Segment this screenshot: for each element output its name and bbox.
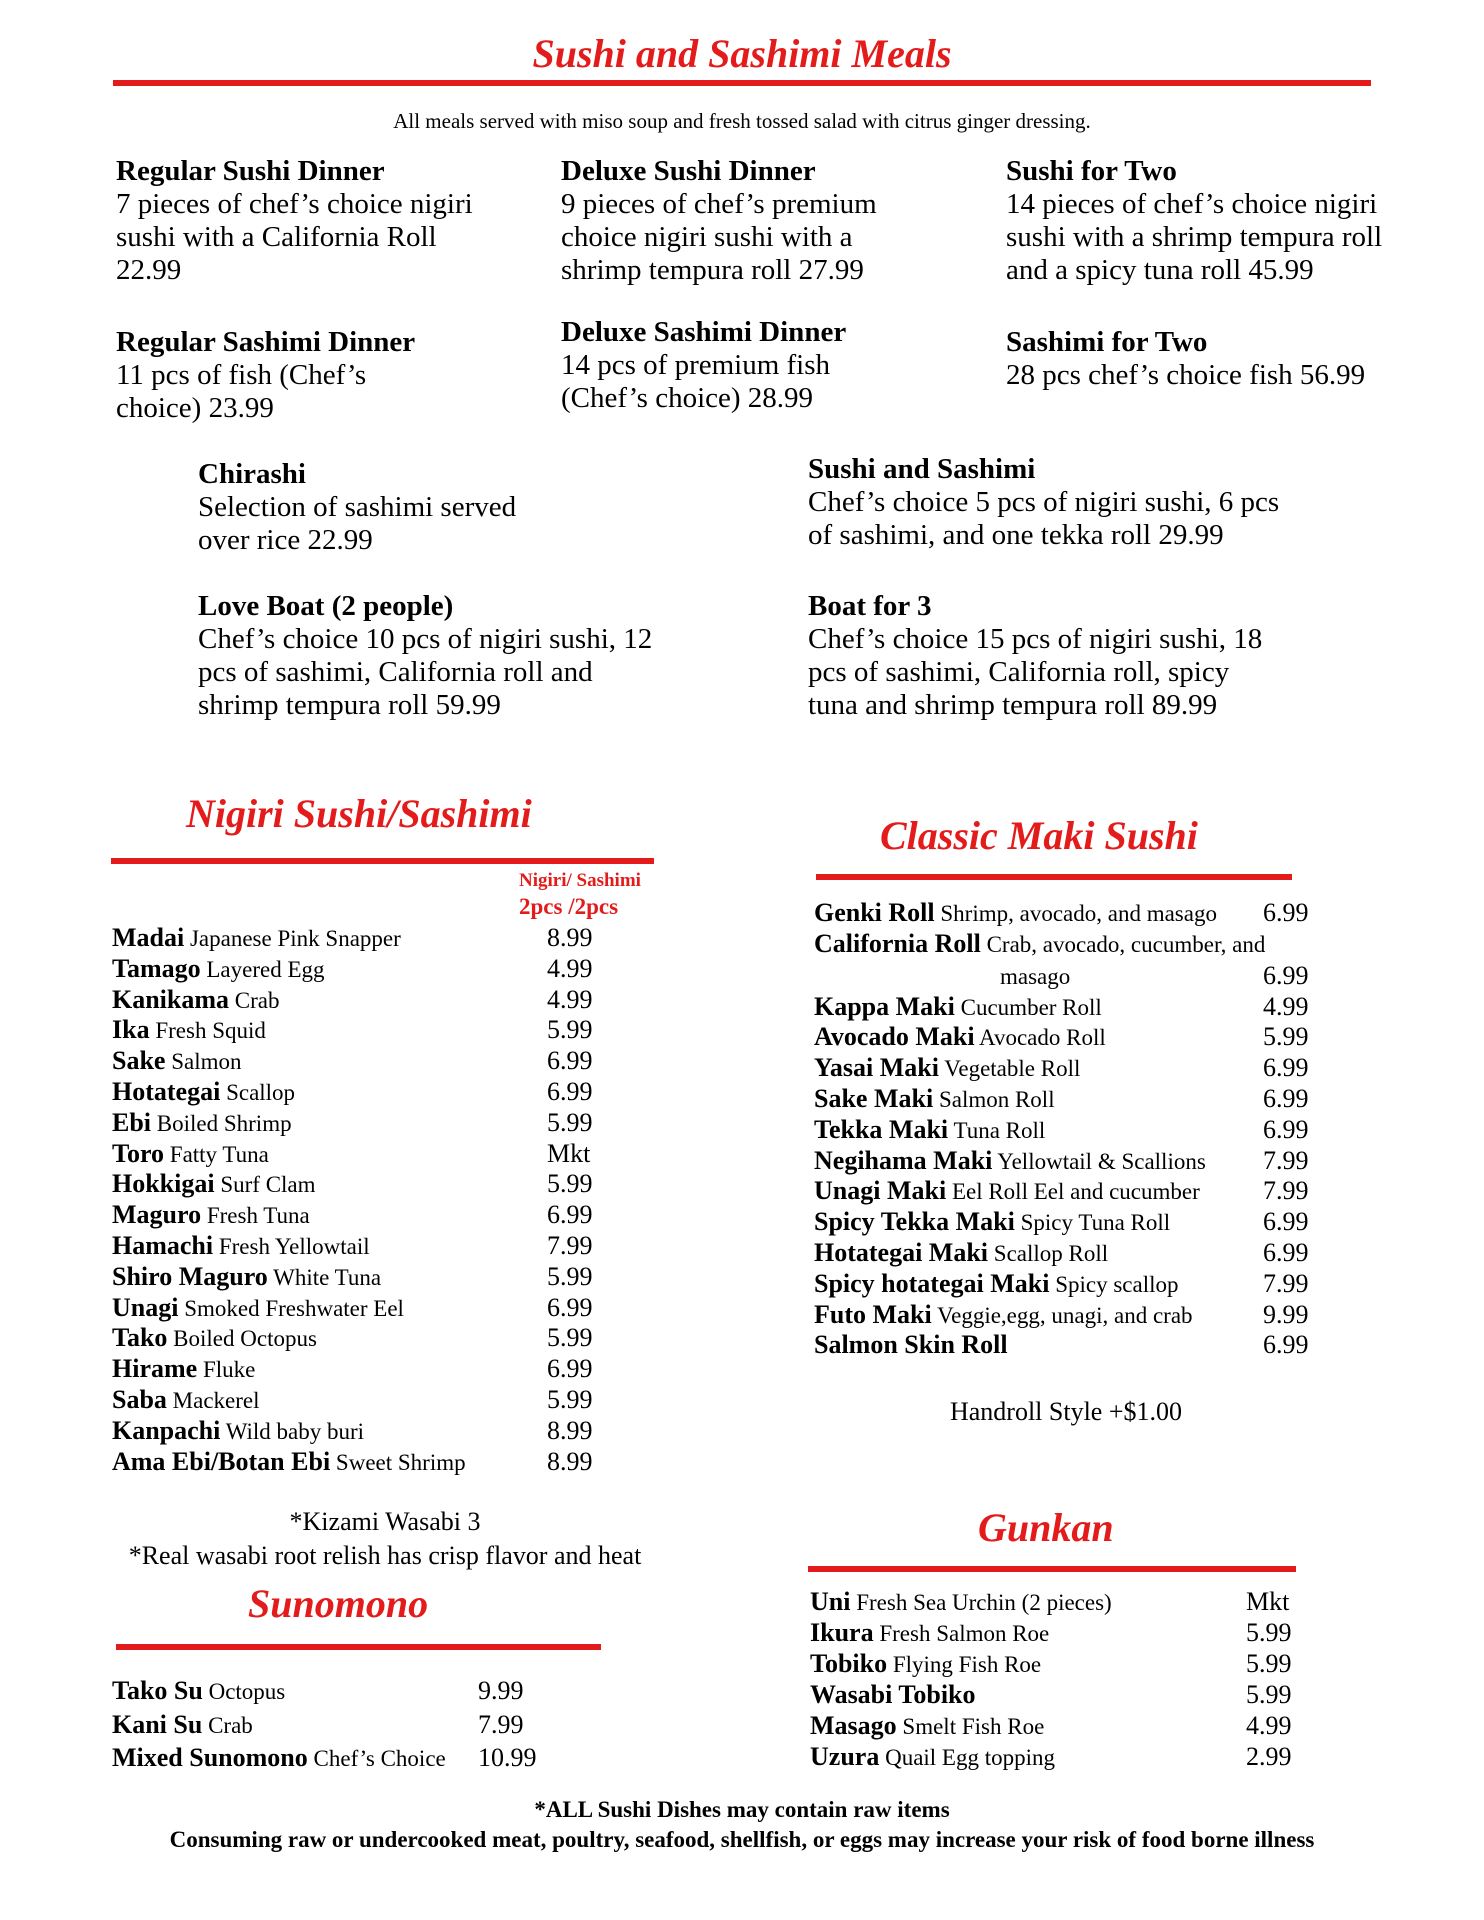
item-price: 5.99	[547, 1323, 593, 1353]
item-price: 6.99	[1263, 1114, 1309, 1144]
item-description: White Tuna	[267, 1264, 382, 1290]
item-price: 6.99	[1263, 1238, 1309, 1267]
menu-item	[814, 929, 1265, 960]
item-description: Surf Clam	[214, 1172, 316, 1198]
menu-item	[814, 1115, 1045, 1146]
item-price: 6.99	[1263, 1084, 1309, 1113]
item-name: Uni	[810, 1587, 851, 1616]
item-description: Spicy Tuna Roll	[1014, 1210, 1171, 1236]
item-name: Avocado Maki	[814, 1022, 975, 1052]
item-description: Veggie,egg, unagi, and crab	[931, 1302, 1193, 1328]
item-description: Fresh Salmon Roe	[873, 1621, 1050, 1646]
meal-description-line: 14 pieces of chef’s choice nigiri	[1006, 188, 1378, 220]
item-price: 6.99	[547, 1354, 593, 1384]
item-price: 6.99	[547, 1046, 593, 1076]
meal-name: Regular Sashimi Dinner	[116, 326, 416, 358]
meal-description-line: 11 pcs of fish (Chef’s	[116, 359, 367, 391]
item-price: 7.99	[1263, 1268, 1309, 1298]
item-name: Hamachi	[112, 1231, 214, 1260]
meal-card	[561, 316, 941, 415]
menu-item	[112, 1015, 266, 1046]
item-name: Unagi Maki	[814, 1176, 947, 1206]
meal-card	[198, 458, 658, 557]
item-price: 4.99	[547, 984, 593, 1014]
meal-card	[1006, 155, 1406, 287]
item-description: Eel Roll Eel and cucumber	[946, 1179, 1200, 1205]
item-name: Kanpachi	[112, 1415, 221, 1445]
menu-item	[814, 1146, 1206, 1177]
item-name: Kanikama	[112, 984, 230, 1014]
item-description: Scallop	[220, 1080, 296, 1105]
menu-item	[810, 1618, 1049, 1649]
item-description: Avocado Roll	[974, 1025, 1106, 1051]
menu-item	[810, 1680, 976, 1710]
item-name: Saba	[112, 1385, 167, 1414]
meal-description-line: 7 pieces of chef’s choice nigiri	[116, 188, 473, 220]
menu-item	[814, 1238, 1108, 1269]
wasabi-note: *Real wasabi root relish has crisp flavor and heat	[128, 1541, 642, 1570]
title-rule	[113, 80, 1371, 86]
nigiri-rule	[111, 858, 654, 864]
menu-item	[814, 1269, 1179, 1300]
meal-description-line: Chef’s choice 10 pcs of nigiri sushi, 12	[198, 623, 653, 655]
item-price: 5.99	[547, 1385, 593, 1414]
item-price: 4.99	[1263, 991, 1309, 1021]
item-description: Mackerel	[166, 1388, 260, 1413]
item-price: 5.99	[1246, 1680, 1292, 1709]
menu-item	[814, 1084, 1055, 1115]
meal-card	[808, 453, 1368, 552]
item-name: Sake	[112, 1046, 166, 1076]
item-price: 5.99	[1263, 1022, 1309, 1052]
nigiri-title: Nigiri Sushi/Sashimi	[186, 791, 532, 836]
meal-description-line: pcs of sashimi, California roll, spicy	[808, 656, 1230, 688]
meal-name: Sashimi for Two	[1006, 326, 1208, 358]
item-description: Fresh Sea Urchin (2 pieces)	[850, 1590, 1112, 1615]
item-price: 6.99	[1263, 960, 1309, 990]
meal-card	[808, 590, 1328, 722]
item-name: Kani Su	[112, 1709, 203, 1739]
meal-name: Love Boat (2 people)	[198, 590, 454, 622]
menu-item	[810, 1649, 1041, 1680]
item-name: Unagi	[112, 1292, 179, 1322]
item-price: 6.99	[1263, 898, 1309, 927]
item-description: Fatty Tuna	[164, 1141, 269, 1167]
footer-warning-1: *ALL Sushi Dishes may contain raw items	[534, 1797, 950, 1822]
item-description: Layered Egg	[200, 956, 325, 982]
item-description: Japanese Pink Snapper	[184, 926, 401, 951]
menu-item	[810, 1587, 1112, 1618]
item-price: 6.99	[1263, 1053, 1309, 1083]
meal-description-line: sushi with a California Roll	[116, 221, 437, 253]
meal-description-line: Chef’s choice 15 pcs of nigiri sushi, 18	[808, 623, 1263, 655]
item-description: Tuna Roll	[948, 1117, 1046, 1143]
item-name: Tekka Maki	[814, 1114, 949, 1144]
menu-item	[112, 923, 401, 954]
menu-item	[112, 1169, 316, 1200]
item-price: 5.99	[547, 1015, 593, 1045]
item-price: 7.99	[478, 1709, 524, 1739]
item-price: Mkt	[547, 1138, 591, 1168]
item-name: Futo Maki	[814, 1299, 932, 1329]
item-description: Crab	[229, 987, 280, 1013]
item-name: Tobiko	[810, 1649, 888, 1678]
item-name: Ika	[112, 1015, 150, 1045]
item-price: 8.99	[547, 923, 593, 952]
gunkan-title: Gunkan	[978, 1505, 1114, 1550]
menu-item	[814, 1022, 1106, 1053]
meal-description-line: tuna and shrimp tempura roll 89.99	[808, 689, 1218, 721]
menu-item	[814, 1300, 1193, 1331]
item-description: Wild baby buri	[220, 1418, 365, 1444]
meal-name: Sushi and Sashimi	[808, 453, 1036, 485]
meal-description-line: over rice 22.99	[198, 524, 373, 556]
item-description: Boiled Shrimp	[151, 1110, 292, 1136]
item-price: 5.99	[1246, 1618, 1292, 1647]
item-price: 8.99	[547, 1446, 593, 1476]
nigiri-column-label: Nigiri/ Sashimi	[519, 870, 641, 891]
menu-item	[814, 1330, 1008, 1360]
item-name: Genki Roll	[814, 898, 935, 927]
item-name: Mixed Sunomono	[112, 1743, 308, 1772]
menu-item	[112, 1262, 381, 1293]
menu-item	[814, 1176, 1200, 1207]
sunomono-title: Sunomono	[248, 1581, 429, 1626]
menu-item	[112, 985, 280, 1016]
meal-description-line: 14 pcs of premium fish	[561, 349, 831, 381]
item-name: Madai	[112, 923, 185, 952]
item-description: Octopus	[202, 1679, 286, 1704]
meal-description-line: Chef’s choice 5 pcs of nigiri sushi, 6 pcs	[808, 486, 1280, 518]
menu-item	[112, 1293, 404, 1324]
menu-item	[112, 1354, 255, 1385]
item-name: Ikura	[810, 1618, 874, 1647]
maki-rule	[816, 874, 1292, 880]
item-description: Flying Fish Roe	[887, 1652, 1042, 1677]
meal-card	[116, 326, 496, 425]
item-price: 8.99	[547, 1415, 593, 1445]
footer-warning-2: Consuming raw or undercooked meat, poultry, seafood, shellfish, or eggs may increase your risk of food borne illness	[169, 1827, 1315, 1852]
item-price: 4.99	[1246, 1711, 1292, 1740]
menu-item	[112, 1743, 446, 1774]
meal-description-line: (Chef’s choice) 28.99	[561, 382, 814, 414]
menu-item	[112, 1046, 242, 1077]
meal-name: Deluxe Sushi Dinner	[561, 155, 816, 187]
item-name: Sake Maki	[814, 1084, 934, 1113]
meal-description-line: 28 pcs chef’s choice fish 56.99	[1006, 359, 1366, 391]
meal-description-line: choice nigiri sushi with a	[561, 221, 853, 253]
menu-item	[112, 1447, 466, 1478]
item-description: Boiled Octopus	[167, 1326, 317, 1352]
item-name: Tako Su	[112, 1676, 203, 1705]
item-name: Wasabi Tobiko	[810, 1680, 976, 1709]
meal-description-line: and a spicy tuna roll 45.99	[1006, 254, 1314, 286]
item-description: Yellowtail & Scallions	[992, 1148, 1206, 1174]
menu-item	[112, 1676, 285, 1707]
item-description: Cucumber Roll	[954, 994, 1102, 1020]
meal-card	[116, 155, 516, 287]
item-description: Vegetable Roll	[938, 1056, 1081, 1082]
item-description: Smoked Freshwater Eel	[178, 1295, 404, 1321]
item-price: 6.99	[1263, 1207, 1309, 1237]
menu-item	[112, 1710, 253, 1741]
item-name: Kappa Maki	[814, 991, 955, 1021]
nigiri-column-sub: 2pcs /2pcs	[519, 894, 619, 919]
item-price: 7.99	[547, 1231, 593, 1260]
menu-item	[112, 1385, 260, 1416]
meal-name: Chirashi	[198, 458, 306, 490]
item-description: Fluke	[197, 1357, 256, 1383]
item-name: Spicy Tekka Maki	[814, 1207, 1015, 1237]
item-price: 5.99	[547, 1169, 593, 1199]
item-description: Crab, avocado, cucumber, and	[980, 931, 1266, 957]
item-name: Hotategai Maki	[814, 1238, 989, 1267]
item-description: Crab	[202, 1712, 253, 1738]
menu-item	[112, 1200, 310, 1231]
item-description: Smelt Fish Roe	[896, 1714, 1045, 1739]
menu-item	[112, 1416, 364, 1447]
item-description: Sweet Shrimp	[330, 1449, 466, 1475]
handroll-note: Handroll Style +$1.00	[949, 1397, 1183, 1426]
sunomono-rule	[116, 1644, 601, 1650]
item-price: 7.99	[1263, 1176, 1309, 1206]
meal-description-line: 22.99	[116, 254, 182, 286]
item-name: Ama Ebi/Botan Ebi	[112, 1446, 331, 1476]
meal-card	[1006, 326, 1406, 392]
item-description: masago	[1000, 963, 1071, 989]
item-description: Salmon Roll	[933, 1087, 1055, 1112]
item-name: Toro	[112, 1138, 165, 1168]
item-description: Quail Egg topping	[879, 1745, 1056, 1770]
item-name: Tako	[112, 1323, 168, 1353]
menu-item	[814, 992, 1102, 1023]
item-description: Shrimp, avocado, and masago	[934, 901, 1217, 926]
item-price: 7.99	[1263, 1145, 1309, 1175]
item-description: Salmon	[165, 1049, 242, 1075]
meal-description-line: 9 pieces of chef’s premium	[561, 188, 877, 220]
meal-description-line: of sashimi, and one tekka roll 29.99	[808, 519, 1224, 551]
item-description: Scallop Roll	[988, 1241, 1109, 1266]
meal-description-line: shrimp tempura roll 59.99	[198, 689, 501, 721]
meal-description-line: shrimp tempura roll 27.99	[561, 254, 864, 286]
menu-item	[112, 1077, 295, 1108]
item-description: Fresh Yellowtail	[213, 1234, 370, 1259]
item-name: Ebi	[112, 1107, 152, 1137]
meal-description-line: sushi with a shrimp tempura roll	[1006, 221, 1383, 253]
item-name: Hotategai	[112, 1077, 221, 1106]
menu-item	[112, 1108, 292, 1139]
meal-name: Boat for 3	[808, 590, 932, 622]
item-price: 4.99	[547, 953, 593, 983]
item-name: Negihama Maki	[814, 1145, 993, 1175]
item-description: Spicy scallop	[1049, 1271, 1179, 1297]
menu-item	[112, 1231, 370, 1262]
item-price: 6.99	[547, 1200, 593, 1230]
meal-name: Regular Sushi Dinner	[116, 155, 385, 187]
item-name: Yasai Maki	[814, 1053, 939, 1083]
item-price: 6.99	[547, 1077, 593, 1106]
menu-item	[112, 1323, 317, 1354]
page-title: Sushi and Sashimi Meals	[532, 31, 952, 76]
meal-description-line: pcs of sashimi, California roll and	[198, 656, 593, 688]
gunkan-rule	[808, 1566, 1296, 1572]
item-price: 5.99	[1246, 1649, 1292, 1678]
meal-description-line: choice) 23.99	[116, 392, 274, 424]
menu-item	[814, 1207, 1170, 1238]
item-name: Tamago	[112, 953, 201, 983]
item-price: 6.99	[547, 1292, 593, 1322]
menu-item	[112, 954, 325, 985]
item-name: Hirame	[112, 1354, 198, 1384]
item-price: 10.99	[478, 1743, 537, 1772]
maki-title: Classic Maki Sushi	[880, 813, 1198, 858]
menu-item	[814, 1053, 1080, 1084]
item-name: Salmon Skin Roll	[814, 1330, 1008, 1360]
item-price: 5.99	[547, 1261, 593, 1291]
item-price: 9.99	[1263, 1299, 1309, 1329]
item-name: Maguro	[112, 1200, 202, 1230]
item-description: Fresh Tuna	[201, 1203, 310, 1229]
meal-name: Deluxe Sashimi Dinner	[561, 316, 847, 348]
item-description: Fresh Squid	[149, 1018, 266, 1044]
item-price: 2.99	[1246, 1742, 1292, 1771]
item-name: Spicy hotategai Maki	[814, 1268, 1050, 1298]
menu-item	[810, 1742, 1055, 1773]
menu-item	[810, 1711, 1044, 1742]
meal-card	[561, 155, 941, 287]
item-description-cont	[1000, 961, 1070, 992]
meal-card	[198, 590, 658, 722]
item-price: 9.99	[478, 1676, 524, 1705]
item-name: Shiro Maguro	[112, 1261, 268, 1291]
item-name: Masago	[810, 1711, 897, 1740]
item-name: Uzura	[810, 1742, 880, 1771]
meal-name: Sushi for Two	[1006, 155, 1177, 187]
menu-item	[112, 1139, 269, 1170]
intro-note: All meals served with miso soup and fresh tossed salad with citrus ginger dressing.	[393, 109, 1091, 133]
item-price: Mkt	[1246, 1587, 1290, 1616]
item-price: 6.99	[1263, 1330, 1309, 1360]
kizami-note: *Kizami Wasabi 3	[289, 1507, 481, 1536]
item-price: 5.99	[547, 1107, 593, 1137]
menu-item	[814, 898, 1217, 929]
meal-description-line: Selection of sashimi served	[198, 491, 517, 523]
item-name: Hokkigai	[112, 1169, 215, 1199]
item-name: California Roll	[814, 928, 981, 958]
item-description: Chef’s Choice	[307, 1746, 446, 1771]
